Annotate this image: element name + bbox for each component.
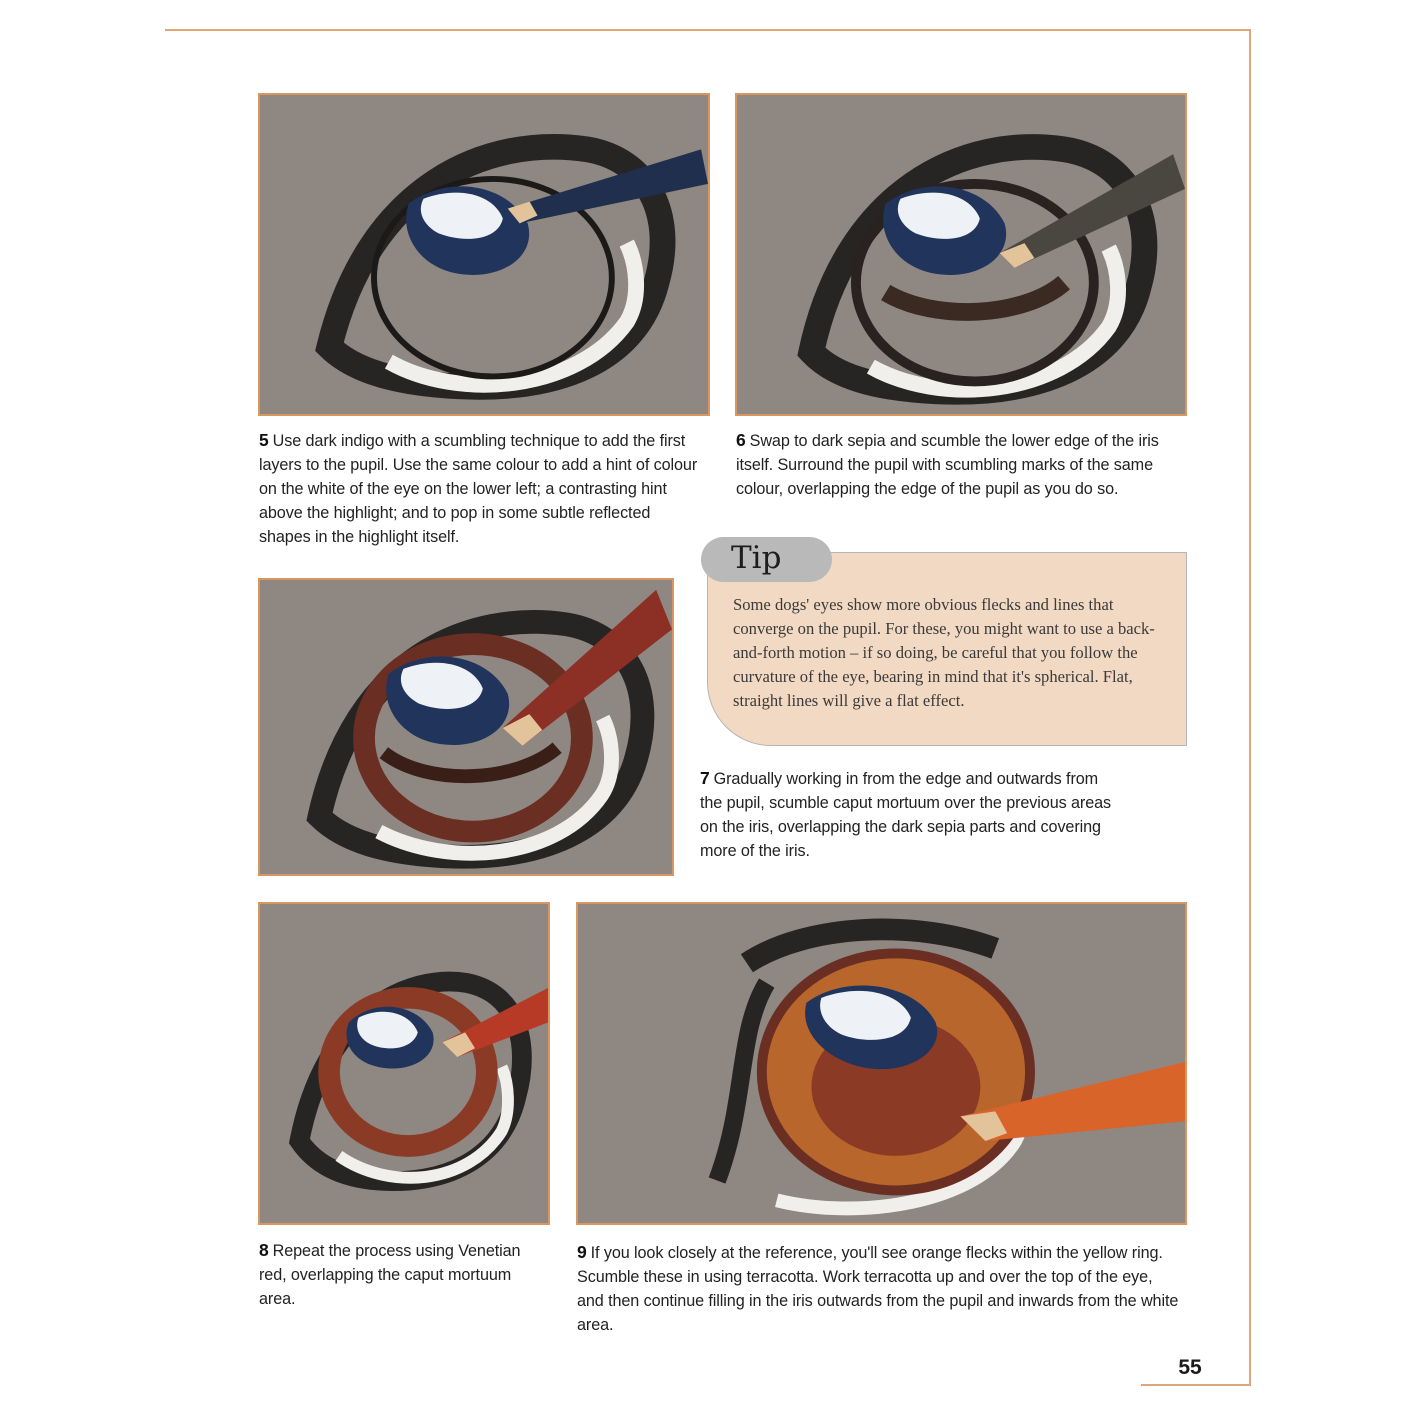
page-number: 55 [1178, 1356, 1202, 1379]
right-rule [1249, 29, 1251, 1386]
tip-label: Tip [701, 537, 832, 582]
step-7-caption [700, 766, 1118, 863]
step-number: 8 [259, 1240, 269, 1260]
step-9-photo [576, 902, 1187, 1225]
step-8-caption [259, 1238, 549, 1311]
eye-drawing-indigo [260, 95, 708, 414]
eye-drawing-venetian-red [260, 904, 548, 1223]
step-text: Swap to dark sepia and scumble the lower edge of the iris itself. Surround the pupil with scumbling marks of the same colour, overlapping the edge of the pupil as you do so. [736, 432, 1159, 498]
bottom-rule [1141, 1384, 1251, 1386]
step-7-photo [258, 578, 674, 876]
step-9-caption [577, 1240, 1181, 1337]
top-rule [165, 29, 1251, 31]
tip-text: Some dogs' eyes show more obvious flecks and lines that converge on the pupil. For these, you might want to use a back-and-forth motion – if so doing, be careful that you follow the curvature of the eye, bearing in mind that it's spherical. Flat, straight lines will give a flat effect. [733, 595, 1155, 710]
eye-drawing-terracotta [578, 904, 1185, 1223]
step-8-photo [258, 902, 550, 1225]
step-text: If you look closely at the reference, you'll see orange flecks within the yellow ring. Scumble these in using terracotta. Work terracotta up and over the top of the eye, and then continue filling in the iris outwards from the pupil and inwards from the white area. [577, 1244, 1179, 1334]
step-number: 9 [577, 1242, 587, 1262]
step-5-caption [259, 428, 704, 549]
step-5-photo [258, 93, 710, 416]
eye-drawing-caput-mortuum [260, 580, 672, 874]
step-number: 6 [736, 430, 746, 450]
step-text: Use dark indigo with a scumbling technique to add the first layers to the pupil. Use the same colour to add a hint of colour on the white of the eye on the lower left; a contrasting hint above the highlight; and to pop in some subtle reflected shapes in the highlight itself. [259, 432, 698, 546]
step-text: Gradually working in from the edge and outwards from the pupil, scumble caput mortuum over the previous areas on the iris, overlapping the dark sepia parts and covering more of the iris. [700, 770, 1111, 860]
step-number: 7 [700, 768, 710, 788]
eye-drawing-sepia [737, 95, 1185, 414]
step-number: 5 [259, 430, 269, 450]
step-text: Repeat the process using Venetian red, overlapping the caput mortuum area. [259, 1242, 521, 1308]
step-6-caption [736, 428, 1186, 501]
step-6-photo [735, 93, 1187, 416]
